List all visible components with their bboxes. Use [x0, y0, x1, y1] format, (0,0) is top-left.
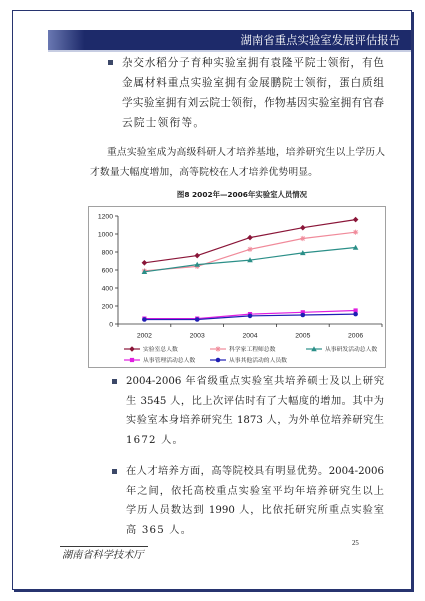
- bullet-item: [126, 372, 384, 451]
- bullet-text-line: 实验室本身培养研究生 1873 人，为外单位培养研究生: [126, 415, 384, 427]
- bullet-text-line: 高 365 人。: [126, 525, 193, 537]
- footer-organization: 湖南省科学技术厅: [62, 550, 144, 561]
- series-2-point: [353, 230, 358, 235]
- header-bar: [48, 30, 411, 50]
- paragraph-line: 重点实验室成为高级科研人才培养基地，培养研究生以上学历人: [107, 147, 385, 158]
- legend-label: 从事研发活动总人数: [325, 347, 378, 354]
- bullet-item: [126, 462, 384, 541]
- paragraph-line: 才数量大幅度增加，高等院校在人才培养优势明显。: [90, 167, 319, 178]
- chart-frame: [89, 207, 386, 368]
- series-5-point: [195, 317, 200, 322]
- bullet-text-line: 在人才培养方面，高等院校具有明显优势。2004-2006: [126, 466, 384, 477]
- y-tick-label: 600: [101, 267, 113, 275]
- personnel-line-chart: [88, 206, 386, 368]
- bullet-icon: [108, 60, 113, 65]
- intro-text-line: 学实验室拥有刘云院士领衔，作物基因实验室拥有官春: [122, 97, 384, 109]
- intro-text-line: 杂交水稻分子育种实验室拥有袁隆平院士领衔，有色: [122, 57, 384, 69]
- y-tick-label: 1200: [97, 213, 113, 221]
- y-tick-label: 1000: [97, 231, 113, 239]
- bullet-icon: [112, 469, 117, 474]
- x-tick-label: 2006: [348, 332, 364, 340]
- report-title: 湖南省重点实验室发展评估报告: [240, 33, 400, 47]
- x-tick-label: 2005: [295, 332, 311, 340]
- bullet-icon: [112, 379, 117, 384]
- legend-marker: [216, 358, 221, 363]
- series-2-point: [247, 247, 252, 252]
- legend-label: 实验室总人数: [143, 347, 178, 354]
- y-tick-label: 800: [101, 249, 113, 257]
- x-tick-label: 2002: [136, 332, 152, 340]
- figure-caption: 图8 2002年—2006年实验室人员情况: [176, 190, 308, 199]
- series-5-point: [248, 314, 253, 319]
- legend-label: 科学家工程师总数: [229, 347, 276, 354]
- bullet-text-line: 1672 人。: [126, 435, 184, 447]
- legend-label: 从事其他活动的人员数: [229, 358, 287, 365]
- y-tick-label: 0: [109, 321, 113, 329]
- series-5-point: [301, 313, 306, 318]
- legend-label: 从事管理活动总人数: [143, 358, 196, 365]
- bullet-text-line: 年之间，依托高校重点实验室平均年培养研究生以上: [126, 485, 384, 497]
- x-tick-label: 2004: [242, 332, 258, 340]
- y-tick-label: 200: [101, 303, 113, 311]
- page-number: 25: [352, 540, 359, 547]
- series-5-point: [353, 312, 358, 317]
- body-paragraph: [90, 143, 385, 183]
- intro-text-line: 云院士领衔等。: [122, 117, 206, 129]
- intro-bullet-item: [122, 53, 384, 133]
- intro-text-line: 金属材料重点实验室拥有金展鹏院士领衔，蛋白质组: [122, 77, 384, 89]
- legend-marker: [215, 346, 220, 351]
- series-2-point: [300, 236, 305, 241]
- x-tick-label: 2003: [189, 332, 205, 340]
- footer-rule: [60, 546, 148, 547]
- y-tick-label: 400: [101, 285, 113, 293]
- bullet-text-line: 学历人员数达到 1990 人，比依托研究所重点实验室: [126, 505, 384, 517]
- series-5-point: [142, 317, 147, 322]
- bullet-text-line: 生 3545 人，比上次评估时有了大幅度的增加。其中为: [126, 395, 384, 407]
- legend-marker: [130, 358, 134, 362]
- bullet-text-line: 2004-2006 年省级重点实验室共培养硕士及以上研究: [126, 376, 384, 387]
